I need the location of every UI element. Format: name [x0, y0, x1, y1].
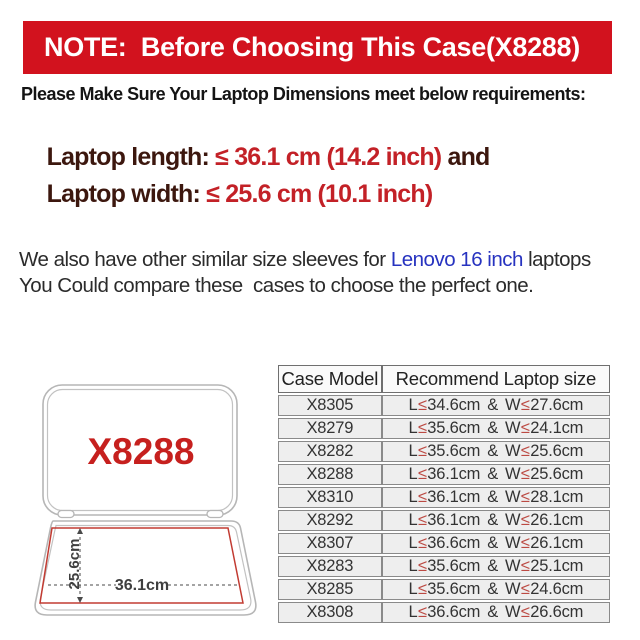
laptop-size-cell: [382, 395, 610, 416]
length-value: 35.6cm: [427, 580, 481, 598]
ampersand: &: [487, 419, 499, 437]
width-prefix: W: [505, 534, 521, 552]
case-model-cell: X8310: [278, 487, 382, 508]
width-prefix: W: [505, 465, 521, 483]
case-model-cell: X8308: [278, 602, 382, 623]
table-row: [278, 602, 610, 623]
length-prefix: L: [408, 603, 418, 621]
laptop-size-cell: [382, 418, 610, 439]
ampersand: &: [487, 534, 499, 552]
width-value: 25.1cm: [530, 557, 584, 575]
leq-symbol: ≤: [417, 442, 427, 460]
laptop-width-requirement: [22, 151, 432, 238]
length-value: 36.1cm: [427, 465, 481, 483]
width-dimension-label: 25.6cm: [66, 538, 83, 590]
laptop-size-cell: [382, 579, 610, 600]
laptop-size-cell: [382, 556, 610, 577]
leq-symbol: ≤: [417, 465, 427, 483]
case-model-cell: X8279: [278, 418, 382, 439]
table-row: [278, 418, 610, 439]
table-row: [278, 533, 610, 554]
length-prefix: L: [408, 534, 418, 552]
case-drawing: [28, 378, 263, 626]
width-value: 26.1cm: [530, 511, 584, 529]
note-banner-text: NOTE: Before Choosing This Case(X8288): [44, 32, 580, 62]
width-prefix: W: [505, 557, 521, 575]
note-text-line2: You Could compare these cases to choose the perfect one.: [19, 274, 534, 297]
case-model-cell: X8305: [278, 395, 382, 416]
laptop-length-value: ≤ 36.1 cm (14.2 inch): [215, 143, 442, 171]
table-row: [278, 487, 610, 508]
length-value: 36.6cm: [427, 534, 481, 552]
leq-symbol: ≤: [417, 580, 427, 598]
width-prefix: W: [505, 442, 521, 460]
leq-symbol: ≤: [417, 534, 427, 552]
laptop-size-cell: [382, 441, 610, 462]
width-prefix: W: [505, 396, 521, 414]
size-table-header-model: Case Model: [278, 365, 382, 393]
leq-symbol: ≤: [520, 580, 530, 598]
length-prefix: L: [408, 396, 418, 414]
width-value: 27.6cm: [530, 396, 584, 414]
note-banner: [23, 21, 612, 74]
leq-symbol: ≤: [520, 557, 530, 575]
ampersand: &: [487, 465, 499, 483]
length-prefix: L: [408, 419, 418, 437]
width-value: 25.6cm: [530, 465, 584, 483]
case-model-cell: X8283: [278, 556, 382, 577]
laptop-length-label: Laptop length:: [46, 143, 216, 171]
length-prefix: L: [408, 442, 418, 460]
ampersand: &: [487, 557, 499, 575]
laptop-size-cell: [382, 533, 610, 554]
laptop-length-suffix: and: [441, 143, 490, 171]
table-row: [278, 441, 610, 462]
width-value: 24.1cm: [530, 419, 584, 437]
ampersand: &: [487, 580, 499, 598]
length-value: 36.1cm: [427, 511, 481, 529]
length-prefix: L: [408, 557, 418, 575]
width-value: 24.6cm: [530, 580, 584, 598]
width-prefix: W: [505, 580, 521, 598]
ampersand: &: [487, 396, 499, 414]
leq-symbol: ≤: [520, 396, 530, 414]
leq-symbol: ≤: [520, 603, 530, 621]
leq-symbol: ≤: [520, 488, 530, 506]
width-value: 26.6cm: [530, 603, 584, 621]
table-row: [278, 395, 610, 416]
table-row: [278, 464, 610, 485]
length-value: 35.6cm: [427, 419, 481, 437]
length-value: 36.1cm: [427, 488, 481, 506]
width-value: 26.1cm: [530, 534, 584, 552]
laptop-size-cell: [382, 487, 610, 508]
leq-symbol: ≤: [417, 396, 427, 414]
leq-symbol: ≤: [417, 511, 427, 529]
leq-symbol: ≤: [520, 442, 530, 460]
width-prefix: W: [505, 488, 521, 506]
table-row: [278, 556, 610, 577]
leq-symbol: ≤: [417, 419, 427, 437]
length-value: 35.6cm: [427, 557, 481, 575]
length-value: 34.6cm: [427, 396, 481, 414]
case-model-cell: X8307: [278, 533, 382, 554]
leq-symbol: ≤: [417, 488, 427, 506]
case-drawing-svg: [28, 378, 263, 626]
leq-symbol: ≤: [417, 603, 427, 621]
table-row: [278, 510, 610, 531]
length-prefix: L: [408, 488, 418, 506]
length-value: 35.6cm: [427, 442, 481, 460]
note-text-after-link: laptops: [522, 248, 591, 271]
similar-sizes-note: [19, 247, 637, 299]
leq-symbol: ≤: [520, 534, 530, 552]
size-table-header-size: Recommend Laptop size: [382, 365, 610, 393]
ampersand: &: [487, 603, 499, 621]
case-model-cell: X8288: [278, 464, 382, 485]
width-value: 25.6cm: [530, 442, 584, 460]
laptop-size-cell: [382, 510, 610, 531]
width-prefix: W: [505, 419, 521, 437]
ampersand: &: [487, 442, 499, 460]
leq-symbol: ≤: [417, 557, 427, 575]
table-row: [278, 579, 610, 600]
requirements-intro: Please Make Sure Your Laptop Dimensions meet below requirements:: [21, 84, 586, 104]
ampersand: &: [487, 511, 499, 529]
leq-symbol: ≤: [520, 465, 530, 483]
leq-symbol: ≤: [520, 419, 530, 437]
width-prefix: W: [505, 511, 521, 529]
width-prefix: W: [505, 603, 521, 621]
length-dimension-label: 36.1cm: [114, 577, 170, 594]
laptop-size-cell: [382, 602, 610, 623]
case-model-cell: X8292: [278, 510, 382, 531]
size-table: [278, 363, 610, 625]
leq-symbol: ≤: [520, 511, 530, 529]
length-prefix: L: [408, 511, 418, 529]
length-value: 36.6cm: [427, 603, 481, 621]
note-text-before-link: We also have other similar size sleeves for: [19, 248, 391, 271]
ampersand: &: [487, 488, 499, 506]
size-table-header-row: [278, 365, 610, 393]
length-prefix: L: [408, 465, 418, 483]
laptop-size-cell: [382, 464, 610, 485]
width-value: 28.1cm: [530, 488, 584, 506]
case-model-cell: X8282: [278, 441, 382, 462]
lenovo-16-inch-link[interactable]: Lenovo 16 inch: [390, 248, 523, 271]
laptop-width-label: Laptop width:: [46, 180, 207, 208]
case-model-label: X8288: [87, 431, 195, 472]
length-prefix: L: [408, 580, 418, 598]
laptop-width-value: ≤ 25.6 cm (10.1 inch): [206, 180, 433, 208]
case-model-cell: X8285: [278, 579, 382, 600]
